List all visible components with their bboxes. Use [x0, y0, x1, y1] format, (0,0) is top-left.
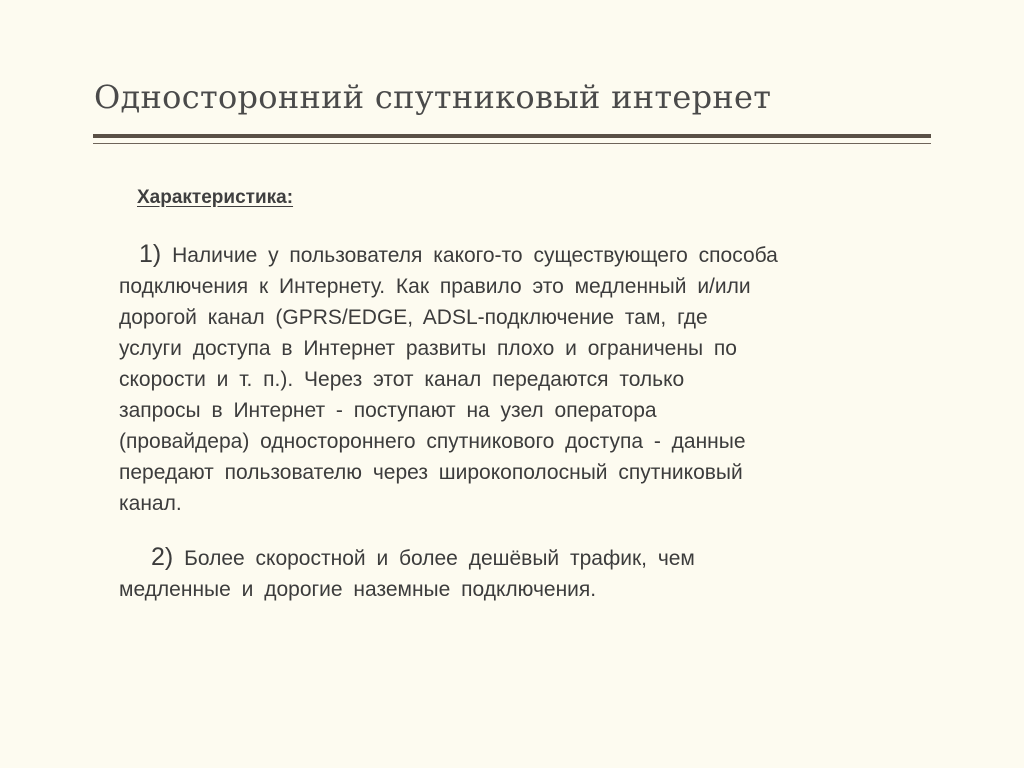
paragraph-1-number: 1) [139, 240, 162, 268]
title-divider-thin [93, 143, 931, 144]
paragraph-1 [119, 239, 931, 519]
paragraph-1-line-text: Наличие у пользователя какого-то существующего способа [172, 244, 778, 267]
slide-title: Односторонний спутниковый интернет [94, 78, 772, 116]
paragraph-2-number: 2) [151, 543, 174, 571]
paragraph-1-line: запросы в Интернет - поступают на узел оператора [119, 399, 657, 422]
paragraph-1-line: скорости и т. п.). Через этот канал передаются только [119, 368, 685, 391]
paragraph-2-line: медленные и дорогие наземные подключения. [119, 578, 597, 601]
paragraph-2-line [119, 542, 931, 574]
paragraph-2 [119, 542, 931, 605]
paragraph-1-line: дорогой канал (GPRS/EDGE, ADSL-подключение там, где [119, 306, 708, 329]
title-divider-thick [93, 134, 931, 138]
characteristics-heading: Характеристика: [137, 187, 294, 208]
paragraph-1-line: передают пользователю через широкополосный спутниковый [119, 461, 743, 484]
paragraph-1-line: подключения к Интернету. Как правило это медленный и/или [119, 275, 751, 298]
paragraph-1-line [119, 239, 931, 271]
paragraph-1-line: (провайдера) одностороннего спутникового доступа - данные [119, 430, 746, 453]
paragraph-2-line-text: Более скоростной и более дешёвый трафик, чем [184, 547, 695, 570]
paragraph-1-line: канал. [119, 492, 182, 515]
paragraph-1-line: услуги доступа в Интернет развиты плохо и ограничены по [119, 337, 737, 360]
